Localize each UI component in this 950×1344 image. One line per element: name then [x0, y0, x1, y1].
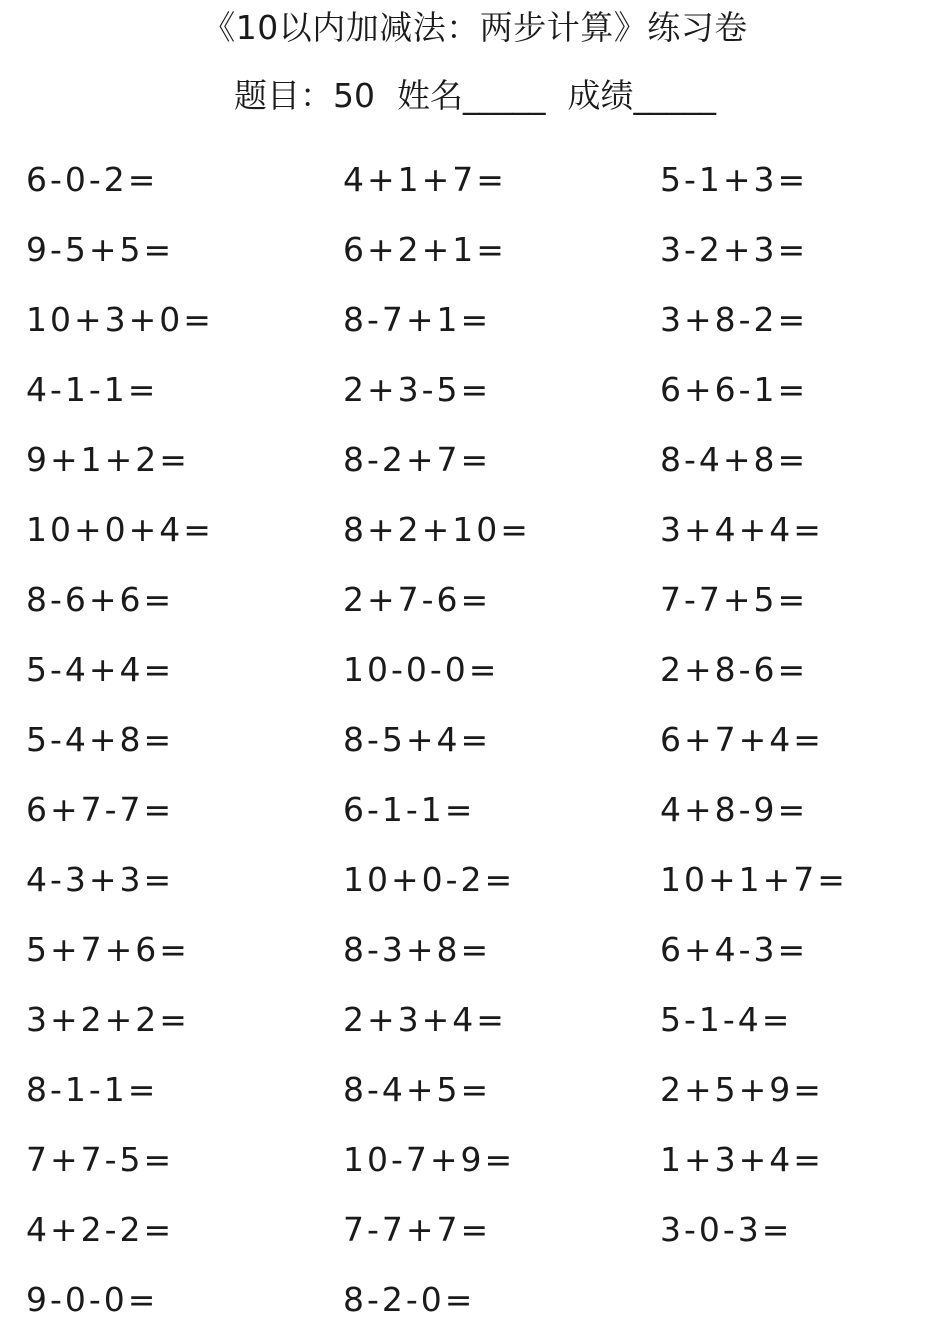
problem-count-label: 题目：50 [234, 76, 375, 115]
math-problem: 3+8-2= [660, 300, 809, 339]
score-field-label: 成绩_____ [567, 76, 716, 115]
math-problem: 5-4+4= [26, 650, 175, 689]
math-problem: 4+2-2= [26, 1210, 175, 1249]
math-problem: 9+1+2= [26, 440, 190, 479]
math-problem: 8-5+4= [343, 720, 492, 759]
math-problem: 4+1+7= [343, 160, 507, 199]
math-problem: 2+7-6= [343, 580, 492, 619]
math-problem: 5-1-4= [660, 1000, 793, 1039]
math-problem: 7-7+5= [660, 580, 809, 619]
math-problem: 6+6-1= [660, 370, 809, 409]
math-problem: 6-0-2= [26, 160, 159, 199]
math-problem: 3-0-3= [660, 1210, 793, 1249]
math-problem: 10+0+4= [26, 510, 214, 549]
math-problem: 10+3+0= [26, 300, 214, 339]
math-problem: 4-1-1= [26, 370, 159, 409]
math-problem: 8-2-0= [343, 1280, 476, 1319]
math-problem: 7-7+7= [343, 1210, 492, 1249]
math-problem: 6+7+4= [660, 720, 824, 759]
math-problem: 6+4-3= [660, 930, 809, 969]
math-problem: 10+0-2= [343, 860, 516, 899]
math-problem: 10+1+7= [660, 860, 848, 899]
math-problem: 2+3+4= [343, 1000, 507, 1039]
math-problem: 6+7-7= [26, 790, 175, 829]
math-problem: 10-0-0= [343, 650, 500, 689]
math-problem: 3+2+2= [26, 1000, 190, 1039]
math-problem: 1+3+4= [660, 1140, 824, 1179]
math-problem: 8-3+8= [343, 930, 492, 969]
math-problem: 2+5+9= [660, 1070, 824, 1109]
math-problem: 3+4+4= [660, 510, 824, 549]
worksheet-title: 《10以内加减法：两步计算》练习卷 [202, 8, 748, 47]
math-problem: 8-2+7= [343, 440, 492, 479]
math-problem: 8-4+5= [343, 1070, 492, 1109]
name-field-label: 姓名_____ [397, 76, 546, 115]
math-problem: 9-0-0= [26, 1280, 159, 1319]
math-problem: 5-4+8= [26, 720, 175, 759]
math-problem: 4+8-9= [660, 790, 809, 829]
math-problem: 8-6+6= [26, 580, 175, 619]
math-problem: 4-3+3= [26, 860, 175, 899]
math-problem: 10-7+9= [343, 1140, 516, 1179]
math-problem: 9-5+5= [26, 230, 175, 269]
math-problem: 8+2+10= [343, 510, 531, 549]
math-problem: 7+7-5= [26, 1140, 175, 1179]
math-problem: 2+3-5= [343, 370, 492, 409]
math-problem: 8-1-1= [26, 1070, 159, 1109]
math-problem: 5-1+3= [660, 160, 809, 199]
math-problem: 6-1-1= [343, 790, 476, 829]
worksheet-info-line [0, 74, 950, 118]
math-problem: 5+7+6= [26, 930, 190, 969]
problem-grid [26, 148, 936, 1338]
math-problem: 6+2+1= [343, 230, 507, 269]
math-problem: 3-2+3= [660, 230, 809, 269]
math-problem: 8-4+8= [660, 440, 809, 479]
math-problem: 8-7+1= [343, 300, 492, 339]
math-problem: 2+8-6= [660, 650, 809, 689]
